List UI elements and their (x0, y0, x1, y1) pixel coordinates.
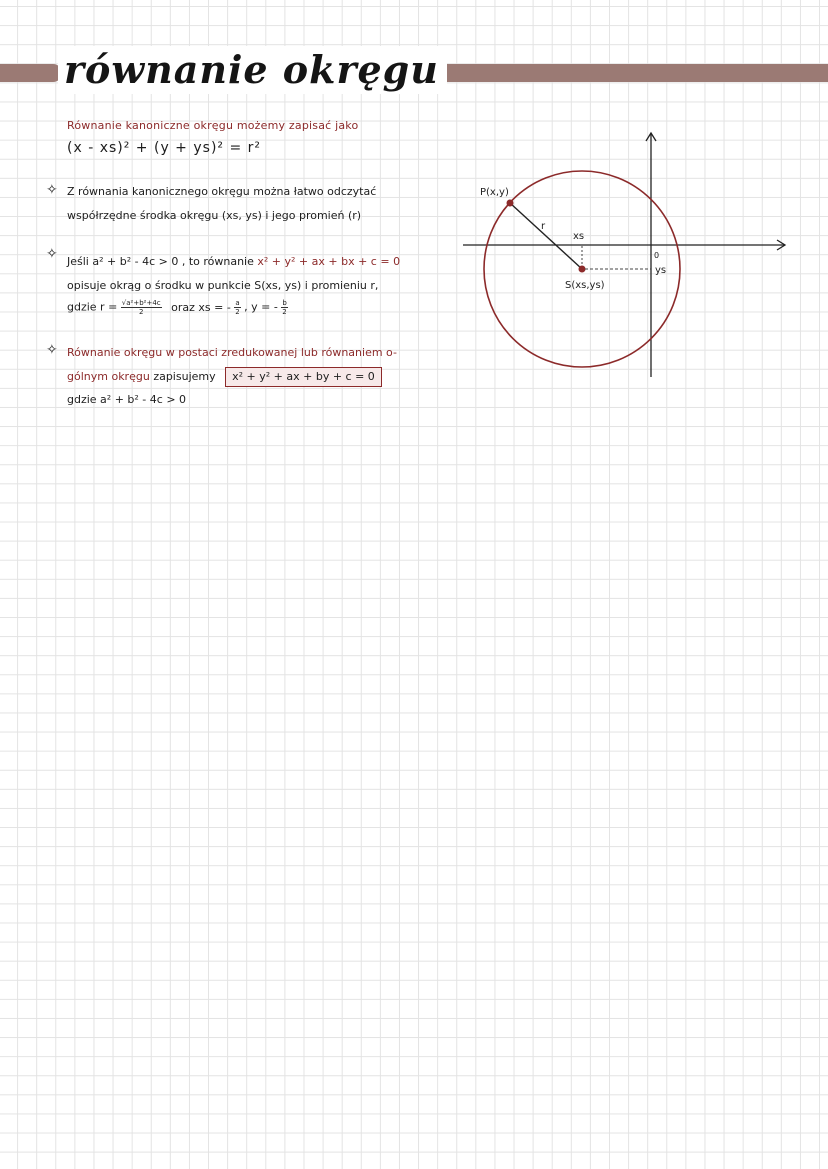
xs-fraction (234, 299, 240, 316)
section4-line2 (67, 367, 382, 387)
radius-line (510, 203, 585, 269)
radius-fraction-num: √a²+b²+4c (121, 299, 161, 307)
center-label: S(xs,ys) (565, 280, 605, 291)
ys-fraction-den: 2 (282, 308, 287, 316)
radius-def: gdzie r = (67, 300, 118, 314)
sparkle-icon: ✧ (46, 182, 58, 198)
section3-line3 (67, 299, 288, 316)
ys-label: ys (655, 265, 667, 276)
origin-label: 0 (654, 251, 660, 260)
title-banner-left (0, 64, 62, 82)
xs-def: oraz xs = - (171, 300, 231, 314)
section1-text (67, 118, 358, 134)
center-point (579, 266, 586, 273)
section3-line2: opisuje okrąg o środku w punkcie S(xs, ys) i promieniu r, (67, 279, 379, 292)
boxed-general-formula: x² + y² + ax + by + c = 0 (225, 367, 382, 387)
point-p-label: P(x,y) (480, 187, 509, 198)
xs-label: xs (573, 231, 585, 242)
canonical-formula: (x - xs)² + (y + ys)² = r² (67, 140, 262, 156)
section2-line2: współrzędne środka okręgu (xs, ys) i jego promień (r) (67, 209, 362, 222)
page-title: równanie okręgu (58, 46, 447, 94)
write-as-text: zapisujemy (153, 370, 216, 383)
sparkle-icon: ✧ (46, 342, 58, 358)
radius-fraction-den: 2 (138, 308, 144, 316)
section2-line1: Z równania kanonicznego okręgu można łatwo odczytać (67, 185, 377, 198)
general-equation: x² + y² + ax + bx + c = 0 (257, 255, 401, 268)
xs-fraction-num: a (235, 299, 240, 307)
xs-fraction-den: 2 (235, 308, 240, 316)
ys-fraction-num: b (282, 299, 287, 307)
general-form-label: gólnym okręgu (67, 370, 150, 383)
point-p (507, 200, 514, 207)
sparkle-icon: ✧ (46, 246, 58, 262)
section4-line1: Równanie okręgu w postaci zredukowanej lub równaniem o- (67, 346, 397, 359)
radius-fraction (121, 299, 162, 316)
ys-def: , y = - (244, 300, 278, 314)
section4-line3: gdzie a² + b² - 4c > 0 (67, 393, 187, 406)
section3-line1 (67, 254, 400, 270)
then-text: , to równanie (181, 255, 254, 268)
condition-text: Jeśli a² + b² - 4c > 0 (67, 255, 179, 268)
section1-line1: Równanie kanoniczne okręgu możemy zapisać jako (67, 119, 359, 132)
ys-fraction (281, 299, 287, 316)
circle-diagram (455, 125, 795, 385)
radius-label: r (541, 221, 546, 232)
